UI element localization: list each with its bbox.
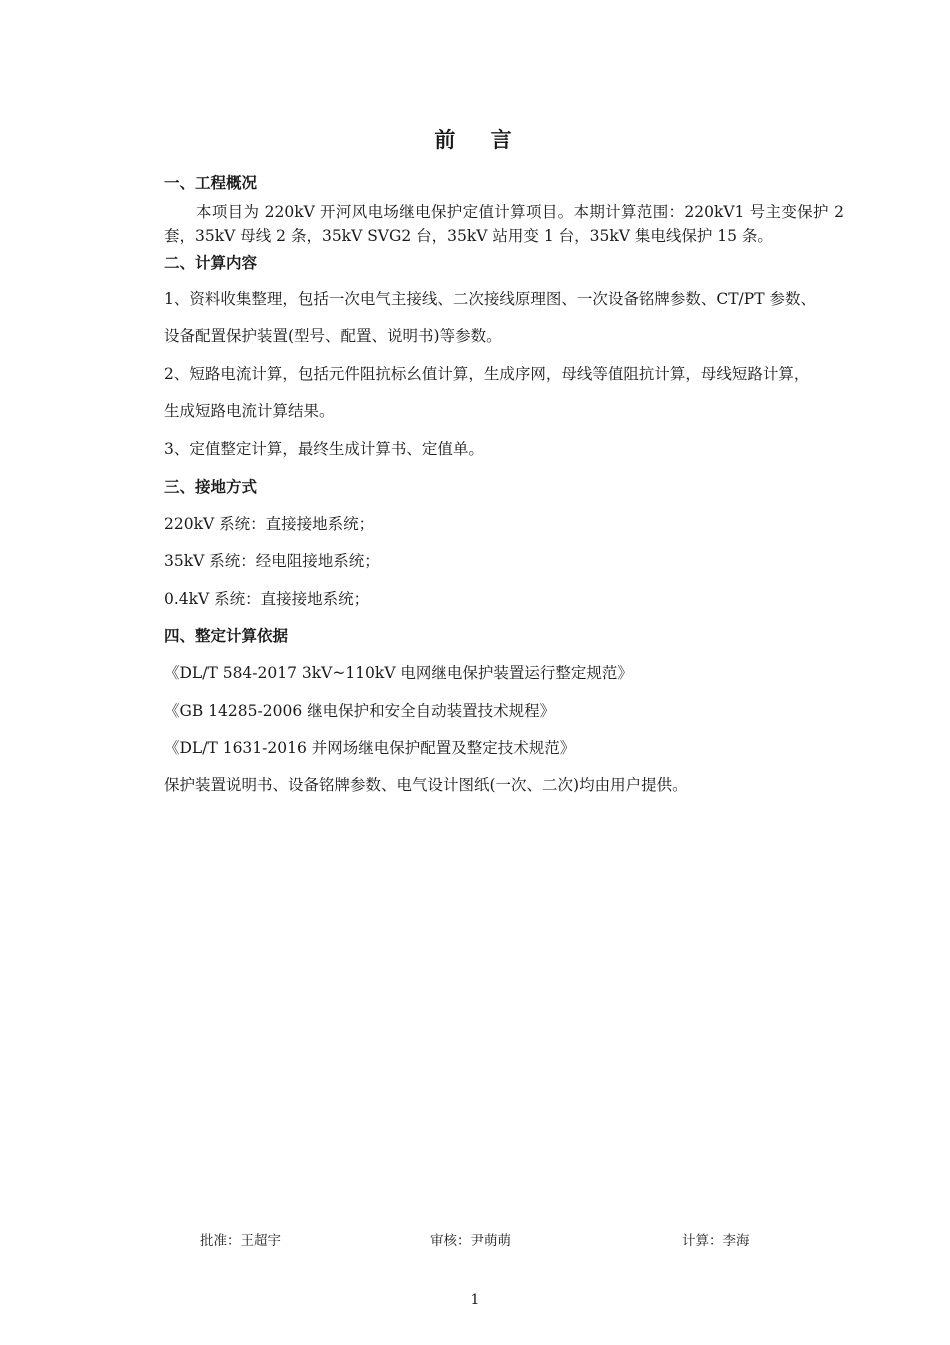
basis-line-2: 《GB 14285-2006 继电保护和安全自动装置技术规程》 xyxy=(164,702,556,720)
section-heading-content: 二、计算内容 xyxy=(164,254,258,272)
basis-line-1: 《DL/T 584-2017 3kV~110kV 电网继电保护装置运行整定规范》 xyxy=(164,664,633,682)
section-heading-basis: 四、整定计算依据 xyxy=(164,627,289,645)
grounding-line-220kv: 220kV 系统：直接接地系统； xyxy=(164,515,375,533)
grounding-line-35kv: 35kV 系统：经电阻接地系统； xyxy=(164,552,380,570)
basis-line-4: 保护装置说明书、设备铭牌参数、电气设计图纸(一次、二次)均由用户提供。 xyxy=(164,776,688,794)
content-line-2: 设备配置保护装置(型号、配置、说明书)等参数。 xyxy=(164,327,502,345)
signature-approve: 批准：王超宇 xyxy=(200,1233,281,1249)
basis-line-3: 《DL/T 1631-2016 并网场继电保护配置及整定技术规范》 xyxy=(164,739,576,757)
content-line-3: 2、短路电流计算，包括元件阻抗标幺值计算，生成序网，母线等值阻抗计算，母线短路计算， xyxy=(164,365,810,383)
signature-calculate: 计算：李海 xyxy=(682,1233,750,1249)
signature-review: 审核：尹萌萌 xyxy=(430,1233,511,1249)
section-heading-grounding: 三、接地方式 xyxy=(164,478,258,496)
content-line-5: 3、定值整定计算，最终生成计算书、定值单。 xyxy=(164,440,484,458)
overview-paragraph: 本项目为 220kV 开河风电场继电保护定值计算项目。本期计算范围：220kV1 号主变保护 2 套，35kV 母线 2 条，35kV SVG2 台，35kV 站用变 1 台，35kV 集电线保护 15 条。 xyxy=(164,203,844,245)
page-title: 前 言 xyxy=(434,127,526,152)
section-heading-overview: 一、工程概况 xyxy=(164,174,258,192)
grounding-line-0-4kv: 0.4kV 系统：直接接地系统； xyxy=(164,590,370,608)
content-line-4: 生成短路电流计算结果。 xyxy=(164,402,335,420)
page-number: 1 xyxy=(470,1292,480,1308)
content-line-1: 1、资料收集整理，包括一次电气主接线、二次接线原理图、一次设备铭牌参数、CT/PT 参数、 xyxy=(164,290,816,308)
